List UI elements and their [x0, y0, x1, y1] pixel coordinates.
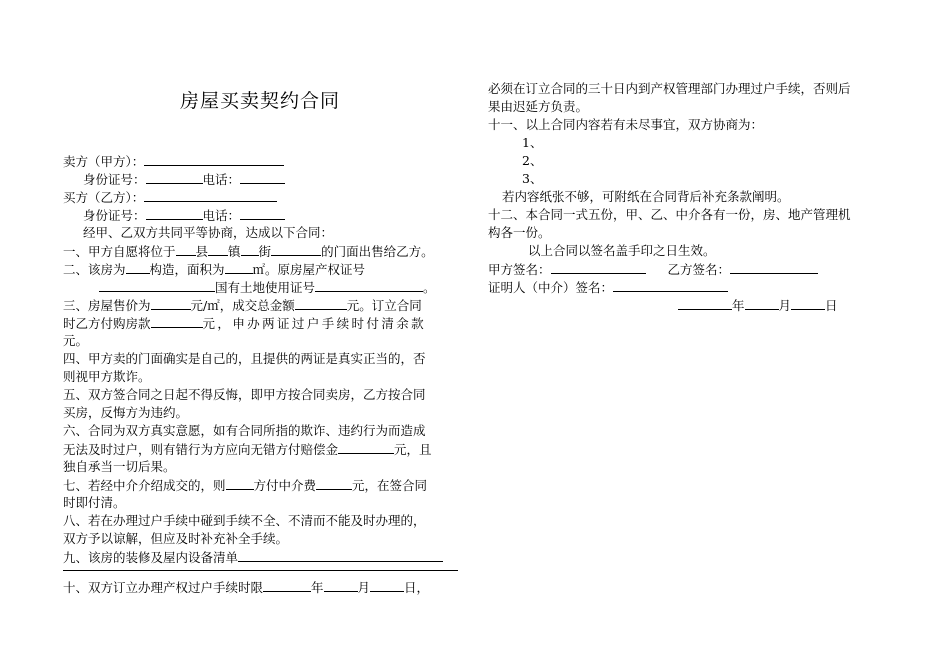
month-label: 月 — [357, 580, 371, 595]
seller-line — [63, 152, 284, 171]
deposit-label: 时乙方付购房款 — [63, 316, 151, 331]
effective-clause: 以上合同以签名盖手印之日生效。 — [528, 243, 716, 258]
year-label: 年 — [311, 580, 324, 595]
county-label: 县 — [195, 244, 209, 259]
structure-blank[interactable] — [126, 260, 150, 274]
clause-3-tail: 元。 — [63, 333, 89, 348]
clause-4-line1: 四、甲方卖的门面确实是自己的，且提供的两证是真实正当的，否 — [63, 351, 426, 366]
day-label: 日， — [404, 580, 430, 595]
address-blank[interactable] — [271, 242, 321, 256]
deposit-blank[interactable] — [151, 314, 203, 328]
witness-label: 证明人（中介）签名： — [488, 280, 614, 295]
unit-price-blank[interactable] — [151, 296, 191, 310]
sign-day-blank[interactable] — [791, 296, 825, 310]
clause-3-text: 三、房屋售价为 — [63, 298, 151, 313]
buyer-phone-blank[interactable] — [240, 206, 285, 220]
sign-date-line — [678, 296, 838, 315]
seller-id-label: 身份证号： — [83, 172, 146, 187]
land-cert-label: 国有土地使用证号 — [215, 280, 316, 295]
seller-name-blank[interactable] — [144, 152, 284, 166]
clause-4-line2: 则视甲方欺诈。 — [63, 369, 151, 384]
compensation-tail: 元，且 — [394, 442, 432, 457]
clause-11: 十一、以上合同内容若有未尽事宜，双方协商为： — [488, 117, 764, 132]
clause-2 — [63, 260, 365, 279]
item-2: 2、 — [522, 153, 543, 168]
fee-party-blank[interactable] — [226, 476, 254, 490]
sign-month-blank[interactable] — [745, 296, 779, 310]
intro-line: 经甲、乙双方共同平等协商，达成以下合同： — [83, 225, 334, 240]
party-a-sign-label: 甲方签名： — [488, 262, 551, 277]
balance-label: 元，申办两证过户手续时付清余款 — [202, 316, 427, 331]
equipment-list-label: 九、该房的装修及屋内设备清单 — [63, 550, 239, 565]
seller-id-line — [83, 170, 285, 189]
equipment-list-blank[interactable] — [238, 548, 443, 562]
street-blank[interactable] — [241, 242, 259, 256]
party-b-signature-blank[interactable] — [730, 260, 818, 274]
land-cert-blank[interactable] — [315, 278, 423, 292]
clause-10-cont-line2: 果由迟延方负责。 — [488, 99, 589, 114]
clause-3-cont — [63, 314, 426, 333]
item-3: 3、 — [522, 171, 543, 186]
clause-9 — [63, 548, 443, 567]
clause-10-cont-line1: 必须在订立合同的三十日内到产权管理部门办理过户手续，否则后 — [488, 81, 851, 96]
clause-7-cont: 时即付清。 — [63, 495, 126, 510]
clause-5-line2: 买房，反悔方为违约。 — [63, 405, 189, 420]
seller-label: 卖方（甲方）： — [63, 154, 145, 169]
buyer-id-label: 身份证号： — [83, 208, 146, 223]
seller-phone-label: 电话： — [202, 172, 241, 187]
deadline-day-blank[interactable] — [370, 578, 404, 592]
sign-month-label: 月 — [778, 298, 792, 313]
witness-line — [488, 278, 728, 297]
clause-1 — [63, 242, 434, 261]
sign-year-blank[interactable] — [678, 296, 732, 310]
clause-2-text: 二、该房为 — [63, 262, 126, 277]
clause-7-text: 七、若经中介介绍成交的，则 — [63, 478, 226, 493]
property-cert-blank[interactable] — [99, 278, 215, 292]
clause-1-text: 一、甲方自愿将位于 — [63, 244, 176, 259]
street-label: 街 — [258, 244, 272, 259]
buyer-line — [63, 188, 277, 207]
party-a-signature-blank[interactable] — [551, 260, 646, 274]
buyer-id-blank[interactable] — [146, 206, 203, 220]
property-cert-label: ㎡。原房屋产权证号 — [252, 262, 366, 277]
signature-line — [488, 260, 818, 279]
county-blank[interactable] — [176, 242, 196, 256]
buyer-label: 买方（乙方）： — [63, 190, 145, 205]
clause-6-line2 — [63, 440, 432, 459]
clause-12-line1: 十二、本合同一式五份，甲、乙、中介各有一份，房、地产管理机 — [488, 207, 851, 222]
clause-5-line1: 五、双方签合同之日起不得反悔，即甲方按合同卖房，乙方按合同 — [63, 387, 426, 402]
total-label: 元/㎡，成交总金额 — [190, 298, 295, 313]
clause-6-line1: 六、合同为双方真实意愿，如有合同所指的欺诈、违约行为而造成 — [63, 423, 426, 438]
sign-day-label: 日 — [825, 298, 838, 313]
seller-id-blank[interactable] — [146, 170, 203, 184]
area-blank[interactable] — [225, 260, 253, 274]
clause-7-tail: 元，在签合同 — [352, 478, 428, 493]
clause-3-mid: 元。订立合同 — [346, 298, 422, 313]
area-label: 构造，面积为 — [149, 262, 225, 277]
deadline-month-blank[interactable] — [324, 578, 358, 592]
clause-8-line2: 双方予以谅解，但应及时补充补全手续。 — [63, 531, 289, 546]
equipment-list-extra-line[interactable] — [63, 570, 458, 571]
buyer-id-line — [83, 206, 285, 225]
clause-10-text: 十、双方订立办理产权过户手续时限 — [63, 580, 264, 595]
supplement-note: 若内容纸张不够，可附纸在合同背后补充条款阐明。 — [502, 189, 790, 204]
clause-12-line2: 构各一份。 — [488, 225, 551, 240]
compensation-blank[interactable] — [338, 440, 394, 454]
clause-2-cont — [99, 278, 436, 297]
clause-1-tail: 的门面出售给乙方。 — [321, 244, 434, 259]
buyer-name-blank[interactable] — [144, 188, 277, 202]
agency-fee-blank[interactable] — [316, 476, 352, 490]
compensation-label: 无法及时过户，则有错行为方应向无错方付赔偿金 — [63, 442, 339, 457]
clause-7 — [63, 476, 427, 495]
town-blank[interactable] — [208, 242, 228, 256]
witness-signature-blank[interactable] — [613, 278, 728, 292]
seller-phone-blank[interactable] — [240, 170, 285, 184]
sign-year-label: 年 — [732, 298, 745, 313]
clause-3 — [63, 296, 422, 315]
total-blank[interactable] — [295, 296, 347, 310]
item-1: 1、 — [522, 135, 543, 150]
clause-2-tail: 。 — [423, 280, 436, 295]
town-label: 镇 — [228, 244, 241, 259]
buyer-phone-label: 电话： — [202, 208, 241, 223]
clause-8-line1: 八、若在办理过户手续中碰到手续不全、不清而不能及时办理的， — [63, 513, 426, 528]
party-b-sign-label: 乙方签名： — [667, 262, 731, 277]
document-title: 房屋买卖契约合同 — [180, 90, 341, 112]
agency-fee-label: 方付中介费 — [253, 478, 317, 493]
clause-6-line3: 独自承当一切后果。 — [63, 459, 176, 474]
clause-10 — [63, 578, 429, 597]
deadline-year-blank[interactable] — [263, 578, 311, 592]
